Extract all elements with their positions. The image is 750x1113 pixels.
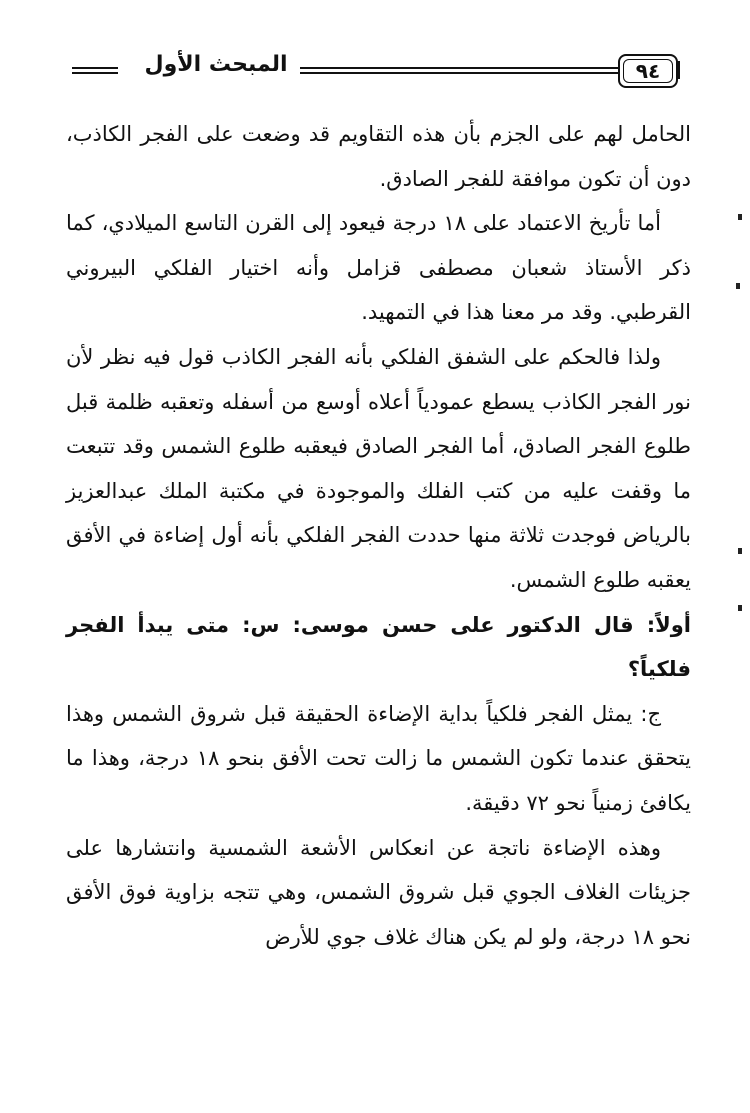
paragraph-6: وهذه الإضاءة ناتجة عن انعكاس الأشعة الشمسية وانتشارها على جزيئات الغلاف الجوي قبل شروق الشمس، وهي تتجه بزاوية فوق الأفق نحو ١٨ درجة، ولو لم يكن هناك غلاف جوي للأرض [66,835,691,949]
page-header [60,52,692,92]
paragraph-5-answer: ج: يمثل الفجر فلكياً بداية الإضاءة الحقيقة قبل شروق الشمس وهذا يتحقق عندما تكون الشمس ما زالت تحت الأفق بنحو ١٨ درجة، وهذا ما يكافئ زمنياً نحو ٧٢ دقيقة. [66,701,691,815]
paragraph-2: أما تأريخ الاعتماد على ١٨ درجة فيعود إلى القرن التاسع الميلادي، كما ذكر الأستاذ شعبان مصطفى قزامل وأنه اختيار الفلكي البيروني القرطبي. وقد مر معنا هذا في التمهيد. [66,211,691,325]
chapter-title: المبحث الأول [144,52,288,77]
page-number: ٩٤ [618,54,678,88]
margin-mark [738,214,742,220]
header-rule-left [72,67,118,74]
body-text [66,112,691,959]
paragraph-3: ولذا فالحكم على الشفق الفلكي بأنه الفجر الكاذب قول فيه نظر لأن نور الفجر الكاذب يسطع عمودياً أعلاه أوسع من أسفله وتعقبه ظلمة قبل طلوع الفجر الصادق، أما الفجر الصادق فيعقبه طلوع الشمس وقد تتبعت ما وقفت عليه من كتب الفلك والموجودة في مكتبة الملك عبدالعزيز بالرياض فوجدت ثلاثة منها حددت الفجر الفلكي بأنه أول إضاءة في الأفق يعقبه طلوع الشمس. [66,344,691,592]
margin-mark [738,548,742,554]
header-rule-right [300,67,668,74]
paragraph-1: الحامل لهم على الجزم بأن هذه التقاويم قد وضعت على الفجر الكاذب، دون أن تكون موافقة للفجر الصادق. [66,122,691,191]
paragraph-4-question: أولاً: قال الدكتور على حسن موسى: س: متى يبدأ الفجر فلكياً؟ [66,612,691,682]
margin-mark [736,283,740,289]
margin-mark [738,605,742,611]
